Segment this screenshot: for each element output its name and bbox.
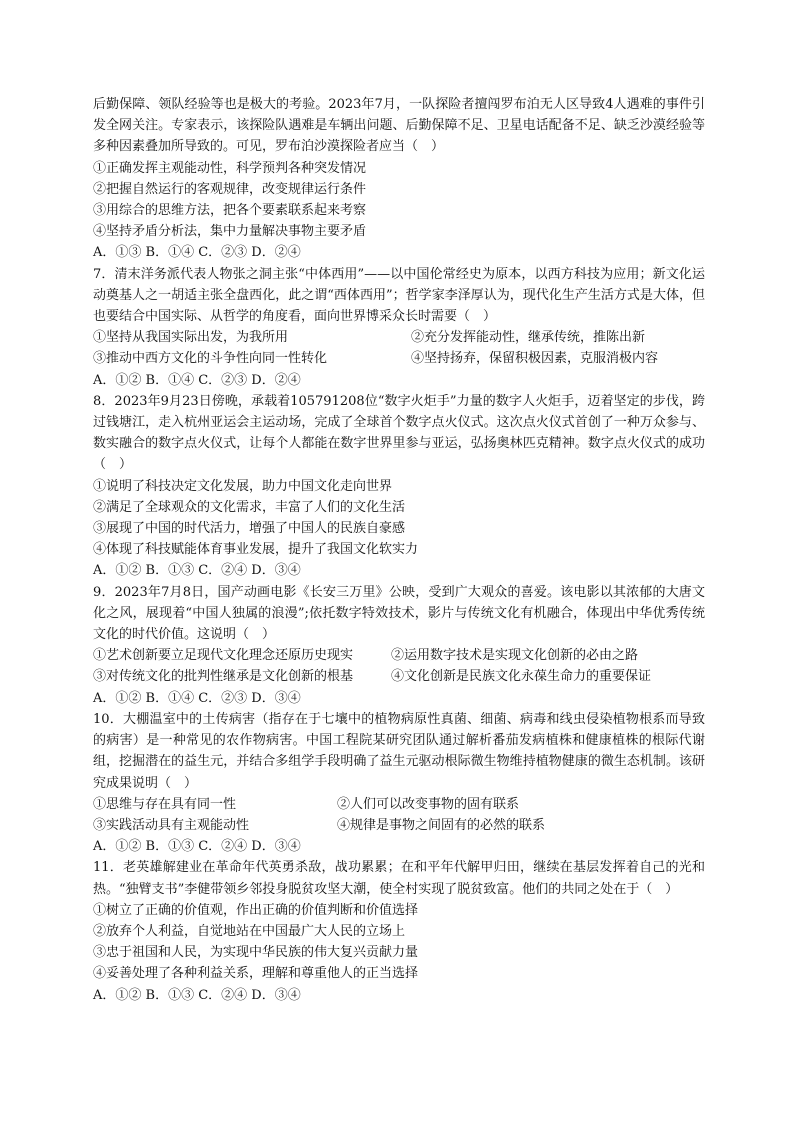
option-4: ④妥善处理了各种利益关系，理解和尊重他人的正当选择: [93, 966, 419, 982]
question-9: [93, 582, 705, 709]
answer-choices: A．①③ B．①④ C．②③ D．②④: [93, 245, 301, 261]
question-6: [93, 94, 705, 264]
option-row: [93, 327, 705, 348]
option-1: ①说明了科技决定文化发展，助力中国文化走向世界: [93, 478, 393, 494]
option-row: [93, 666, 705, 687]
question-10: [93, 709, 705, 857]
option-2: ②把握自然运行的客观规律，改变规律运行条件: [93, 181, 367, 197]
option-4: ④文化创新是民族文化永葆生命力的重要保证: [391, 669, 652, 685]
option-4: ④规律是事物之间固有的必然的联系: [337, 817, 546, 833]
answer-choices: A．①② B．①④ C．②③ D．②④: [93, 372, 301, 388]
option-2: ②放弃个人利益，自觉地站在中国最广大人民的立场上: [93, 923, 406, 939]
option-3: ③展现了中国的时代活力，增强了中国人的民族自豪感: [93, 521, 406, 537]
question-stem: 11．老英雄解建业在革命年代英勇杀敌，战功累累；在和平年代解甲归田，继续在基层发挥着自己的光和热。“独臂支书”李健带领乡邻投身脱贫攻坚大潮，使全村实现了脱贫致富。他们的共同之处在于（ ）: [93, 860, 705, 897]
question-11: [93, 857, 705, 1005]
question-stem: 8．2023年9月23日傍晚，承载着105791208位“数字火炬手”力量的数字人火炬手，迈着坚定的步伐，跨过钱塘江，走入杭州亚运会主运动场，完成了全球首个数字点火仪式。这次点火仪式首创了一种万众参与、数实融合的数字点火仪式，让每个人都能在数字世界里参与亚运，弘扬奥林匹克精神。数字点火仪式的成功（ ）: [93, 393, 705, 473]
exam-page: [93, 94, 705, 1006]
option-1: ①坚持从我国实际出发，为我所用: [93, 330, 289, 346]
option-4: ④体现了科技赋能体育事业发展，提升了我国文化软实力: [93, 542, 419, 558]
option-4: ④坚持扬弃，保留积极因素，克服消极内容: [411, 351, 659, 367]
option-1: ①树立了正确的价值观，作出正确的价值判断和价值选择: [93, 902, 419, 918]
option-3: ③实践活动具有主观能动性: [93, 817, 250, 833]
option-3: ③忠于祖国和人民，为实现中华民族的伟大复兴贡献力量: [93, 945, 419, 961]
option-3: ③用综合的思维方法，把各个要素联系起来考察: [93, 203, 367, 219]
option-2: ②满足了全球观众的文化需求，丰富了人们的文化生活: [93, 499, 406, 515]
option-row: [93, 348, 705, 369]
answer-choices: A．①② B．①③ C．②④ D．③④: [93, 563, 301, 579]
option-row: [93, 645, 705, 666]
option-2: ②充分发挥能动性，继承传统，推陈出新: [411, 330, 646, 346]
option-1: ①艺术创新要立足现代文化理念还原历史现实: [93, 648, 354, 664]
option-1: ①思维与存在具有同一性: [93, 796, 237, 812]
question-8: [93, 391, 705, 582]
answer-choices: A．①② B．①③ C．②④ D．③④: [93, 839, 301, 855]
option-2: ②运用数字技术是实现文化创新的必由之路: [391, 648, 639, 664]
option-row: [93, 815, 705, 836]
option-4: ④坚持矛盾分析法，集中力量解决事物主要矛盾: [93, 224, 367, 240]
option-1: ①正确发挥主观能动性，科学预判各种突发情况: [93, 160, 367, 176]
question-stem: 后勤保障、领队经验等也是极大的考验。2023年7月，一队探险者擅闯罗布泊无人区导致4人遇难的事件引发全网关注。专家表示，该探险队遇难是车辆出问题、后勤保障不足、卫星电话配备不足、缺乏沙漠经验等多种因素叠加所导致的。可见，罗布泊沙漠探险者应当（ ）: [93, 97, 705, 155]
question-stem: 9．2023年7月8日，国产动画电影《长安三万里》公映，受到广大观众的喜爱。该电影以其浓郁的大唐文化之风，展现着“中国人独属的浪漫”;依托数字特效技术，影片与传统文化有机融合，体现出中华优秀传统文化的时代价值。这说明（ ）: [93, 584, 705, 643]
option-3: ③推动中西方文化的斗争性向同一性转化: [93, 351, 328, 367]
option-row: [93, 794, 705, 815]
option-2: ②人们可以改变事物的固有联系: [337, 796, 520, 812]
question-stem: 10．大棚温室中的土传病害（指存在于七壤中的植物病原性真菌、细菌、病毒和线虫侵染植物根系而导致的病害）是一种常见的农作物病害。中国工程院某研究团队通过解析番茄发病植株和健康植株的根际代谢组，挖掘潜在的益生元，并结合多组学手段明确了益生元驱动根际微生物维持植物健康的微生态机制。该研究成果说明（ ）: [93, 711, 705, 791]
answer-choices: A．①② B．①④ C．②③ D．③④: [93, 690, 301, 706]
option-3: ③对传统文化的批判性继承是文化创新的根基: [93, 669, 354, 685]
answer-choices: A．①② B．①③ C．②④ D．③④: [93, 987, 301, 1003]
question-stem: 7．清末洋务派代表人物张之洞主张“中体西用”——以中国伦常经史为原本，以西方科技为应用；新文化运动奠基人之一胡适主张全盘西化，此之谓“西体西用”；哲学家李泽厚认为，现代化生产生活方式是大体，但也要结合中国实际、从哲学的角度看，面向世界博采众长时需要（ ）: [93, 266, 705, 325]
question-7: [93, 264, 705, 391]
